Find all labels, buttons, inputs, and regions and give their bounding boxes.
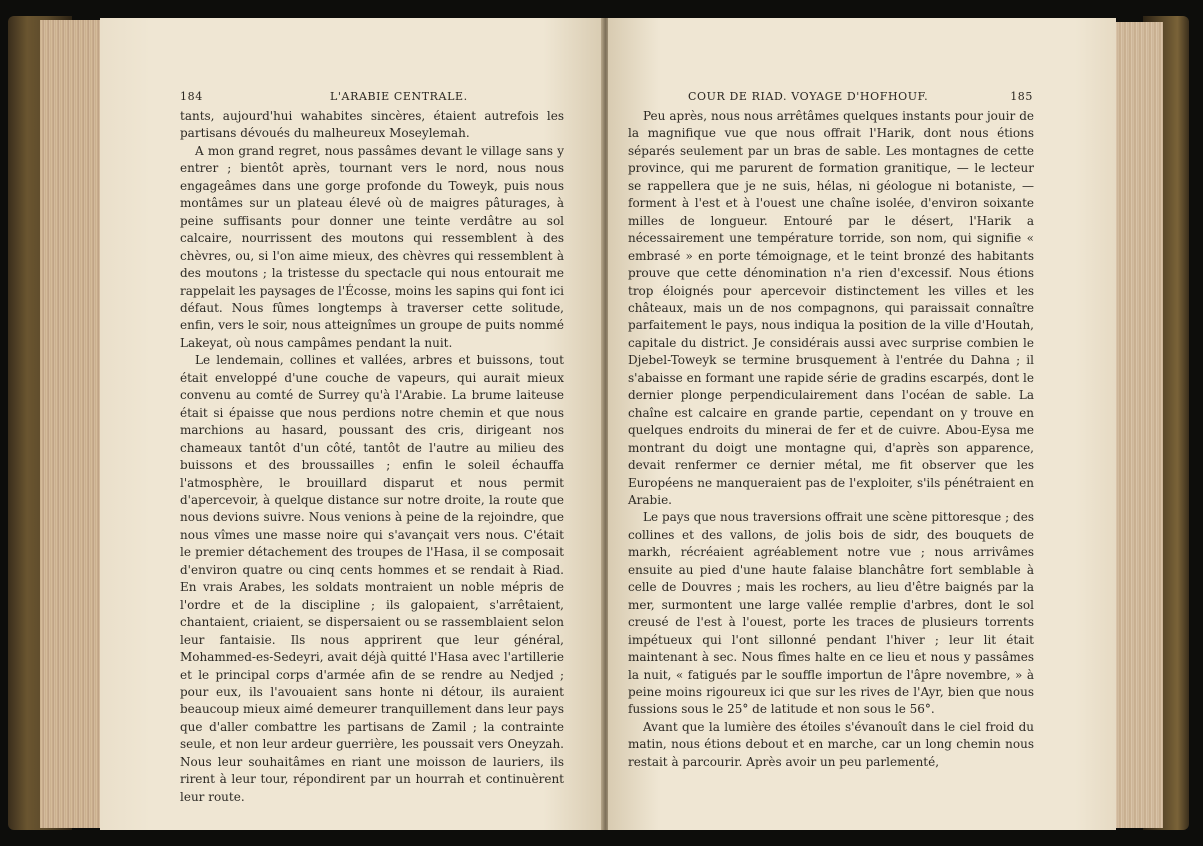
paragraph: Avant que la lumière des étoiles s'évanouît dans le ciel froid du matin, nous étions debout et en marche, car un long chemin nous restait à parcourir. Après avoir un peu parlementé, — [628, 719, 1034, 769]
left-running-header — [180, 90, 560, 106]
left-page — [100, 18, 604, 830]
right-running-head: COUR DE RIAD. VOYAGE D'HOFHOUF. — [688, 90, 929, 103]
right-running-header — [628, 90, 1033, 106]
paragraph: Peu après, nous nous arrêtâmes quelques instants pour jouir de la magnifique vue que nous offrait l'Harik, dont nous étions séparés seulement par un bras de sable. Les montagnes de cette province, qui me parurent de formation granitique, — le lecteur se rappellera que je ne suis, hélas, ni géologue ni botaniste, — forment à l'est et à l'ouest une chaîne isolée, d'environ soixante milles de longueur. Entouré par le désert, l'Harik a nécessairement une température torride, son nom, qui signifie « embrasé » en porte témoignage, et le teint bronzé des habitants prouve que cette dénomination n'a rien d'excessif. Nous étions trop éloignés pour apercevoir distinctement les villes et les châteaux, mais un de nos compagnons, qui paraissait connaître parfaitement le pays, nous indiqua la position de la ville d'Houtah, capitale du district. Je considérais aussi avec surprise combien le Djebel-Toweyk se termine brusquement à l'entrée du Dahna ; il s'abaisse en formant une rapide série de gradins escarpés, dont le dernier plonge perpendiculairement dans l'océan de sable. La chaîne est calcaire en grande partie, cependant on y trouve en quelques endroits du minerai de fer et de cuivre. Abou-Eysa me montrant du doigt une montagne qui, d'après son apparence, devait renfermer ce dernier métal, me fit observer que les Européens ne manqueraient pas de l'exploiter, s'ils pénétraient en Arabie. — [628, 109, 1034, 507]
left-body-text — [180, 108, 564, 806]
right-body-text — [628, 108, 1034, 771]
paragraph: Le pays que nous traversions offrait une scène pittoresque ; des collines et des vallons, de jolis bois de sidr, des bouquets de markh, récréaient agréablement notre vue ; nous arrivâmes ensuite au pied d'une haute falaise blanchâtre fort semblable à celle de Douvres ; mais les rochers, au lieu d'être baignés par la mer, surmontent une large vallée remplie d'arbres, dont le sol creusé de l'est à l'ouest, porte les traces de plusieurs torrents impétueux qui l'ont sillonné pendant l'hiver ; leur lit était maintenant à sec. Nous fîmes halte en ce lieu et nous y passâmes la nuit, « fatigués par le souffle importun de l'âpre novembre, » à peine moins rigoureux ici que sur les rives de l'Ayr, bien que nous fussions sous le 25° de latitude et non sous le 56°. — [628, 510, 1034, 717]
paragraph: tants, aujourd'hui wahabites sincères, étaient autrefois les partisans dévoués du malheureux Moseylemah. — [180, 109, 564, 141]
page-edges-right — [1113, 22, 1163, 828]
left-page-number: 184 — [180, 90, 203, 103]
right-page-number: 185 — [1010, 90, 1033, 103]
paragraph: A mon grand regret, nous passâmes devant le village sans y entrer ; bientôt après, tournant vers le nord, nous nous engageâmes dans une gorge profonde du Toweyk, puis nous montâmes sur un plateau élevé où de maigres pâturages, à peine suffisants pour donner une teinte verdâtre au sol calcaire, nourrissent des moutons qui ressemblent à des chèvres, ou, si l'on aime mieux, des chèvres qui ressemblent à des moutons ; la tristesse du spectacle qui nous entourait me rappelait les paysages de l'Écosse, moins les sapins qui font ici défaut. Nous fûmes longtemps à traverser cette solitude, enfin, vers le soir, nous atteignîmes un groupe de puits nommé Lakeyat, où nous campâmes pendant la nuit. — [180, 143, 564, 350]
right-page — [608, 18, 1116, 830]
left-running-head: L'ARABIE CENTRALE. — [330, 90, 468, 103]
paragraph: Le lendemain, collines et vallées, arbres et buissons, tout était enveloppé d'une couche de vapeurs, qui aurait mieux convenu au comté de Surrey qu'à l'Arabie. La brume laiteuse était si épaisse que nous perdions notre chemin et que nous marchions au hasard, poussant des cris, dirigeant nos chameaux tantôt d'un côté, tantôt de l'autre au milieu des buissons et des broussailles ; enfin le soleil échauffa l'atmosphère, le brouillard disparut et nous permit d'apercevoir, à quelque distance sur notre droite, la route que nous devions suivre. Nous venions à peine de la rejoindre, que nous vîmes une masse noire qui s'avançait vers nous. C'était le premier détachement des troupes de l'Hasa, il se composait d'environ quatre ou cinq cents hommes et se rendait à Riad. En vrais Arabes, les soldats montraient un noble mépris de l'ordre et de la discipline ; ils galopaient, s'arrêtaient, chantaient, criaient, se dispersaient ou se rassemblaient selon leur fantaisie. Ils nous apprirent que leur général, Mohammed-es-Sedeyri, avait déjà quitté l'Hasa avec l'artillerie et le principal corps d'armée afin de se rendre au Nedjed ; pour eux, ils l'avouaient sans honte ni détour, ils auraient beaucoup mieux aimé demeurer tranquillement dans leur pays que d'aller combattre les partisans de Zamil ; la contrainte seule, et non leur ardeur guerrière, les poussait vers Oneyzah. Nous leur souhaitâmes en riant une moisson de lauriers, ils rirent à leur tour, répondirent par un hourrah et continuèrent leur route. — [180, 353, 564, 804]
